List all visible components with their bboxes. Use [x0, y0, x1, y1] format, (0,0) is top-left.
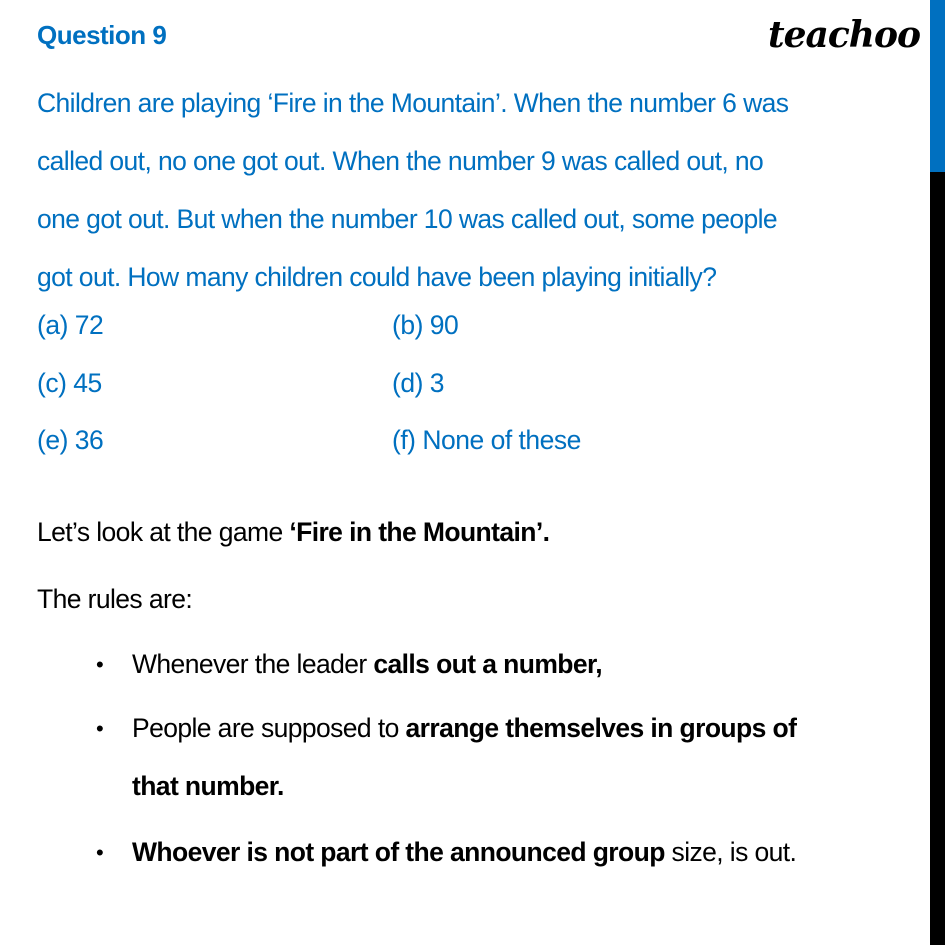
bullet-icon: • — [96, 652, 104, 677]
rule-2-plain: People are supposed to — [132, 713, 406, 743]
rule-3-bold: Whoever is not part of the announced group — [132, 837, 665, 867]
bullet-icon: • — [96, 840, 104, 865]
option-d: (d) 3 — [392, 368, 444, 398]
intro-text — [37, 517, 549, 548]
intro-plain: Let’s look at the game — [37, 517, 290, 547]
rule-2 — [132, 713, 796, 744]
rule-1-bold: calls out a number, — [373, 649, 603, 679]
question-line: got out. How many children could have been playing initially? — [37, 262, 717, 292]
option-a: (a) 72 — [37, 310, 104, 340]
option-b: (b) 90 — [392, 310, 459, 340]
question-line: called out, no one got out. When the number 9 was called out, no — [37, 146, 764, 176]
option-c: (c) 45 — [37, 368, 102, 398]
question-line: one got out. But when the number 10 was called out, some people — [37, 204, 778, 234]
intro-bold: ‘Fire in the Mountain’. — [289, 517, 550, 547]
side-accent-bar-blue — [930, 0, 945, 172]
side-accent-bar-black — [930, 172, 945, 945]
question-text — [37, 74, 927, 306]
rule-2-bold: arrange themselves in groups of — [405, 713, 797, 743]
question-title: Question 9 — [37, 20, 167, 50]
rule-1-plain: Whenever the leader — [132, 649, 374, 679]
rule-3-plain: size, is out. — [664, 837, 797, 867]
rule-1 — [132, 649, 602, 680]
option-e: (e) 36 — [37, 425, 104, 455]
rules-heading: The rules are: — [37, 584, 193, 614]
question-line: Children are playing ‘Fire in the Mountain’. When the number 6 was — [37, 88, 789, 118]
bullet-icon: • — [96, 716, 104, 741]
rule-2-continuation-bold: that number. — [132, 771, 284, 801]
teachoo-logo: teachoo — [768, 14, 920, 56]
option-f: (f) None of these — [392, 425, 581, 455]
rule-3 — [132, 837, 796, 868]
rule-2-continuation — [132, 771, 284, 802]
